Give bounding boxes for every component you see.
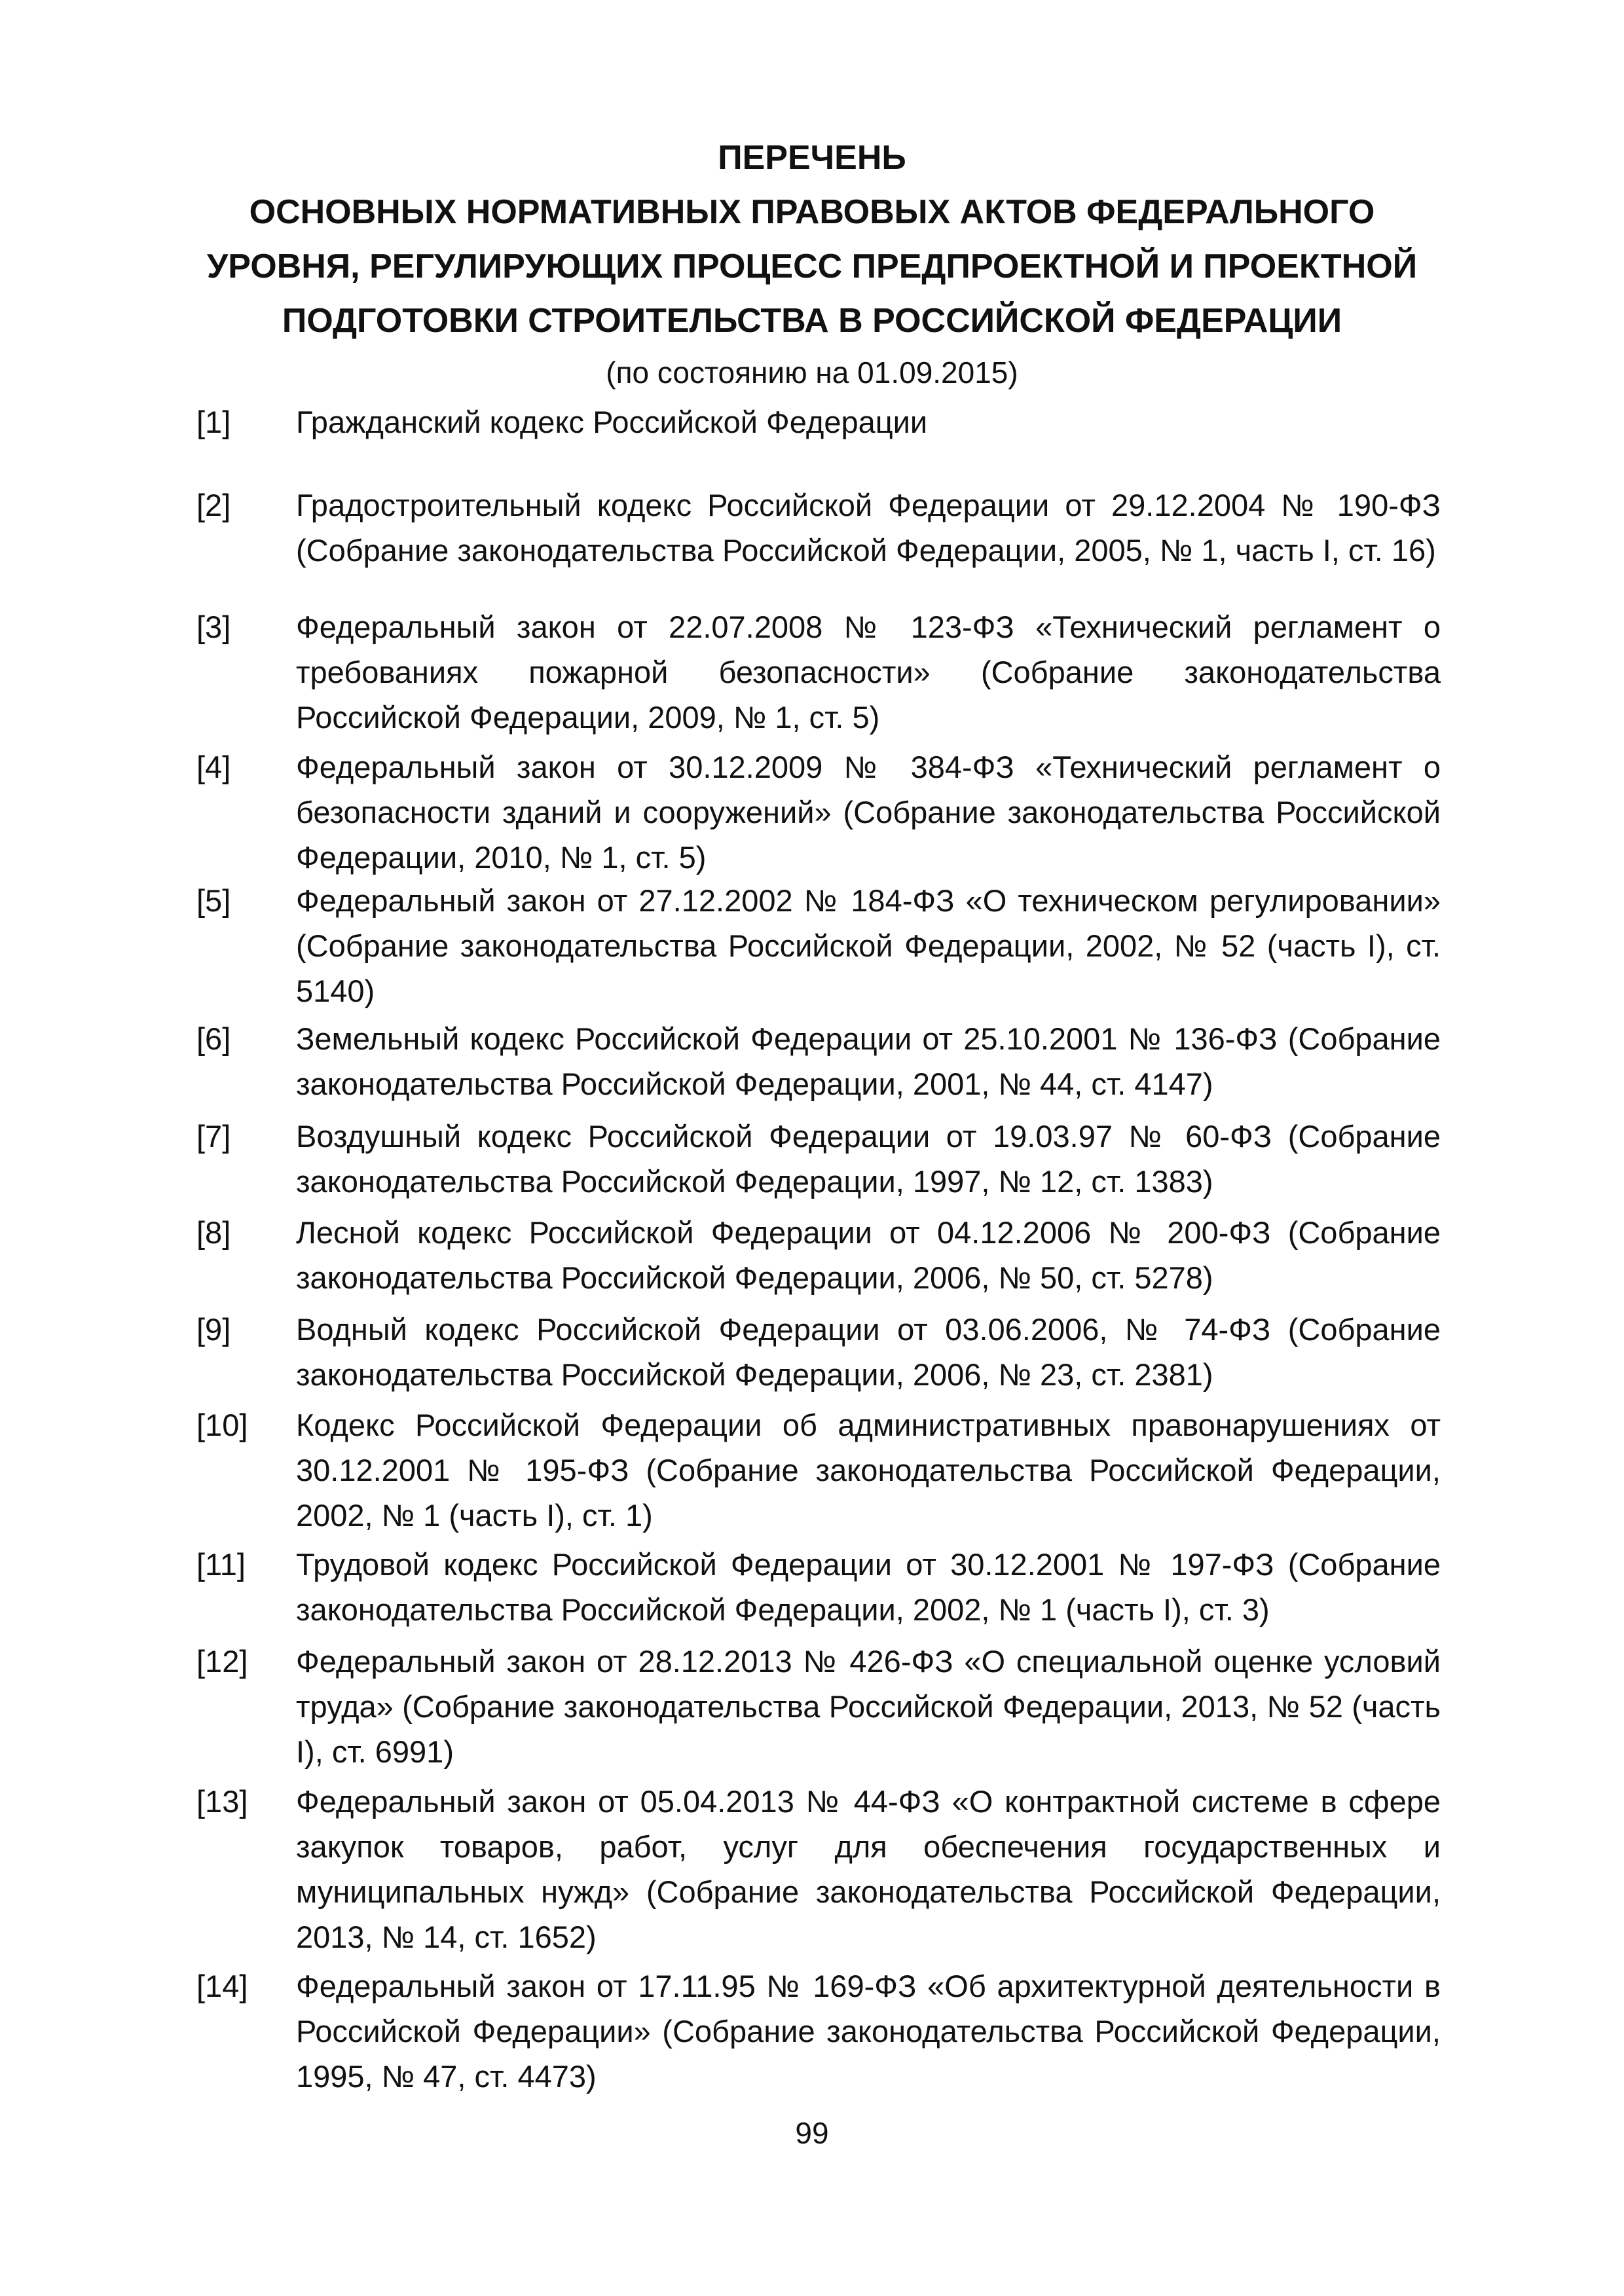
reference-number: [12] [196, 1644, 248, 1679]
reference-number: [9] [196, 1312, 231, 1347]
document-title-line: УРОВНЯ, РЕГУЛИРУЮЩИХ ПРОЦЕСС ПРЕДПРОЕКТНОЙ И ПРОЕКТНОЙ [206, 247, 1418, 285]
document-header [157, 131, 1467, 395]
reference-text: Федеральный закон от 27.12.2002 № 184-ФЗ «О техническом регулировании» (Собрание законодательства Российской Федерации, 2002, № 52 (часть I), ст. 5140) [296, 883, 1441, 1008]
reference-number: [7] [196, 1119, 231, 1154]
reference-text: Федеральный закон от 05.04.2013 № 44-ФЗ «О контрактной системе в сфере закупок товаров, работ, услуг для обеспечения государственных и муниципальных нужд» (Собрание законодательства Российской Федерации, 2013, № 14, ст. 1652) [296, 1784, 1441, 1954]
reference-text: Трудовой кодекс Российской Федерации от 30.12.2001 № 197-ФЗ (Собрание законодательства Российской Федерации, 2002, № 1 (часть I), ст. 3) [296, 1547, 1441, 1627]
reference-number: [11] [196, 1547, 246, 1582]
reference-text: Водный кодекс Российской Федерации от 03.06.2006, № 74-ФЗ (Собрание законодательства Российской Федерации, 2006, № 23, ст. 2381) [296, 1312, 1441, 1392]
reference-number: [1] [196, 405, 231, 439]
reference-text: Федеральный закон от 17.11.95 № 169-ФЗ «Об архитектурной деятельности в Российской Федерации» (Собрание законодательства Российской Федерации, 1995, № 47, ст. 4473) [296, 1969, 1441, 2094]
reference-number: [2] [196, 488, 231, 522]
reference-number: [10] [196, 1408, 248, 1442]
reference-text: Градостроительный кодекс Российской Федерации от 29.12.2004 № 190-ФЗ (Собрание законодательства Российской Федерации, 2005, № 1, часть I, ст. 16) [296, 488, 1441, 568]
reference-text: Гражданский кодекс Российской Федерации [296, 405, 928, 439]
reference-number: [14] [196, 1969, 248, 2003]
reference-number: [5] [196, 883, 231, 918]
reference-text: Кодекс Российской Федерации об административных правонарушениях от 30.12.2001 № 195-ФЗ (Собрание законодательства Российской Федерации, 2002, № 1 (часть I), ст. 1) [296, 1408, 1441, 1533]
reference-text: Федеральный закон от 22.07.2008 № 123-ФЗ «Технический регламент о требованиях пожарной безопасности» (Собрание законодательства Российской Федерации, 2009, № 1, ст. 5) [296, 610, 1441, 735]
page-number: 99 [795, 2116, 829, 2150]
reference-text: Воздушный кодекс Российской Федерации от 19.03.97 № 60-ФЗ (Собрание законодательства Российской Федерации, 1997, № 12, ст. 1383) [296, 1119, 1441, 1199]
reference-number: [6] [196, 1021, 231, 1056]
document-title-line: ОСНОВНЫХ НОРМАТИВНЫХ ПРАВОВЫХ АКТОВ ФЕДЕРАЛЬНОГО [249, 193, 1375, 231]
document-subtitle: (по состоянию на 01.09.2015) [606, 355, 1018, 390]
reference-number: [4] [196, 750, 231, 784]
reference-text: Земельный кодекс Российской Федерации от 25.10.2001 № 136-ФЗ (Собрание законодательства Российской Федерации, 2001, № 44, ст. 4147) [296, 1021, 1441, 1101]
reference-text: Лесной кодекс Российской Федерации от 04.12.2006 № 200-ФЗ (Собрание законодательства Российской Федерации, 2006, № 50, ст. 5278) [296, 1215, 1441, 1295]
reference-number: [13] [196, 1784, 248, 1819]
document-title: ПЕРЕЧЕНЬ [718, 139, 906, 177]
reference-number: [8] [196, 1215, 231, 1250]
reference-number: [3] [196, 610, 231, 644]
reference-text: Федеральный закон от 28.12.2013 № 426-ФЗ «О специальной оценке условий труда» (Собрание законодательства Российской Федерации, 2013, № 52 (часть I), ст. 6991) [296, 1644, 1441, 1769]
document-title-line: ПОДГОТОВКИ СТРОИТЕЛЬСТВА В РОССИЙСКОЙ ФЕДЕРАЦИИ [282, 302, 1342, 340]
reference-text: Федеральный закон от 30.12.2009 № 384-ФЗ «Технический регламент о безопасности зданий и сооружений» (Собрание законодательства Российской Федерации, 2010, № 1, ст. 5) [296, 750, 1441, 875]
